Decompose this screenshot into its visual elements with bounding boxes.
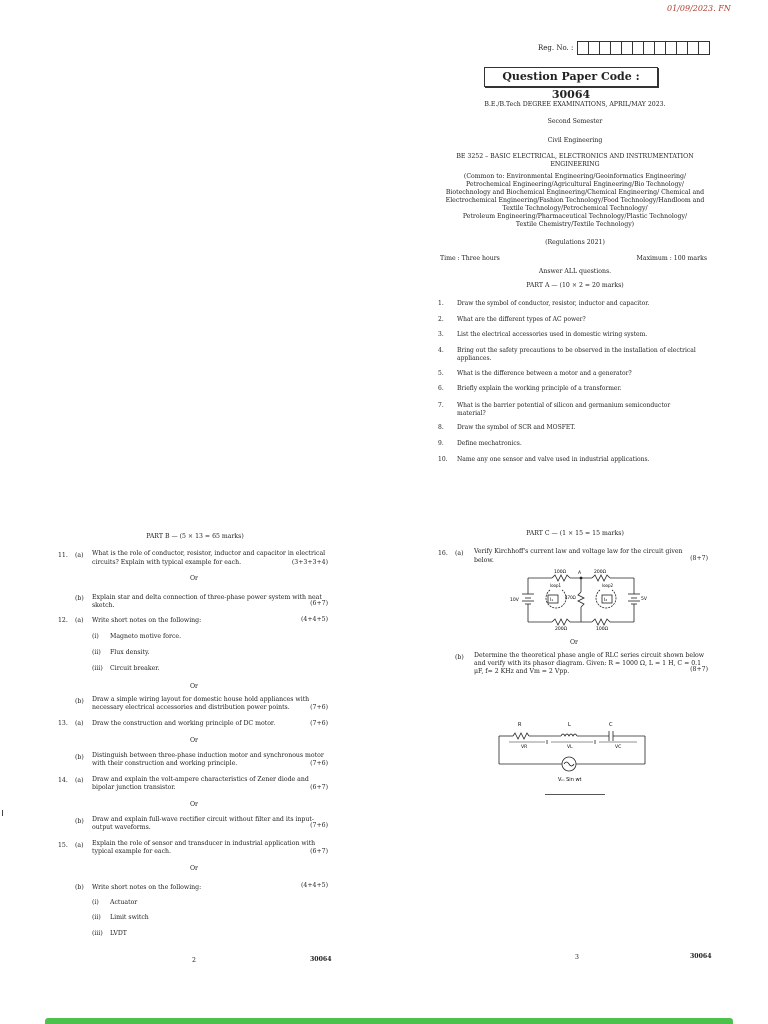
common-to-block bbox=[430, 173, 720, 229]
label-loop2: loop2 bbox=[602, 583, 614, 588]
label-src-left: 10V bbox=[510, 598, 519, 603]
label-i2: I₂ bbox=[604, 598, 608, 603]
subject-line-2: ENGINEERING bbox=[550, 161, 600, 168]
time-duration: Time : Three hours bbox=[440, 255, 500, 262]
label-source: Vₘ Sin wt bbox=[558, 777, 582, 783]
part-c-title: PART C — (1 × 15 = 15 marks) bbox=[526, 530, 624, 537]
reg-no-field bbox=[538, 41, 710, 55]
footer-code-right: 30064 bbox=[690, 953, 712, 960]
label-l: L bbox=[568, 722, 571, 728]
label-vl: VL bbox=[567, 745, 573, 750]
handwritten-date-note: 01/09/2023. FN bbox=[667, 4, 731, 13]
common-line: Textile Technology/Petrochemical Technology/ bbox=[502, 205, 648, 212]
label-c: C bbox=[609, 722, 613, 728]
label-loop1: loop1 bbox=[550, 583, 562, 588]
scan-mark bbox=[2, 810, 3, 816]
label-r-top-right: 200Ω bbox=[594, 570, 607, 575]
part-b-title: PART B — (5 × 13 = 65 marks) bbox=[146, 533, 244, 540]
label-r-top-left: 100Ω bbox=[554, 570, 567, 575]
end-rule bbox=[545, 794, 605, 795]
label-vr: VR bbox=[521, 745, 528, 750]
common-line: Electrochemical Engineering/Fashion Technology/Food Technology/Handloom and bbox=[445, 197, 705, 204]
regulations: (Regulations 2021) bbox=[545, 239, 605, 246]
part-a-title: PART A — (10 × 2 = 20 marks) bbox=[526, 282, 624, 289]
question-paper-code: Question Paper Code : 30064 bbox=[484, 67, 658, 87]
footer-code-left: 30064 bbox=[310, 956, 332, 963]
subject-line-1: BE 3252 – BASIC ELECTRICAL, ELECTRONICS AND INSTRUMENTATION bbox=[456, 153, 694, 160]
common-line: Petrochemical Engineering/Agricultural Engineering/Bio Technology/ bbox=[466, 181, 684, 188]
label-i1: I₁ bbox=[550, 598, 554, 603]
common-line: Textile Chemistry/Textile Technology) bbox=[515, 221, 635, 228]
label-vc: VC bbox=[615, 745, 622, 750]
common-line: Biotechnology and Biochemical Engineering/Chemical Engineering/ Chemical and bbox=[445, 189, 705, 196]
exam-title: B.E./B.Tech DEGREE EXAMINATIONS, APRIL/MAY 2023. bbox=[484, 101, 666, 108]
label-r-mid: 470Ω bbox=[565, 595, 576, 600]
label-r: R bbox=[518, 722, 522, 728]
common-line: (Common to: Environmental Engineering/Geoinformatics Engineering/ bbox=[463, 173, 687, 180]
reg-no-label: Reg. No. : bbox=[538, 44, 574, 52]
semester: Second Semester bbox=[547, 118, 603, 125]
rlc-series-circuit-diagram bbox=[495, 716, 650, 784]
reg-no-boxes bbox=[578, 44, 710, 52]
label-node-a: A bbox=[578, 571, 582, 576]
answer-all: Answer ALL questions. bbox=[538, 268, 612, 275]
part-c-questions: 16. (a) Verify Kirchhoff's current law and voltage law for the circuit given below. (8+7) Or (b) Determine the theoretical phase angle of RLC series circuit shown below and verify with its phasor diagram. Given: R = 1000 Ω, L = 1 H, C = 0.1 μF, f= 2 KHz and Vm = 2 Vpp. (8+7) bbox=[438, 548, 708, 675]
branch: Civil Engineering bbox=[547, 137, 603, 144]
common-line: Petroleum Engineering/Pharmaceutical Technology/Plastic Technology/ bbox=[462, 213, 688, 220]
part-b-questions: 11. (a) What is the role of conductor, resistor, inductor and capacitor in electrical circuits? Explain with typical example for each. (3+3+3+4) Or (b) Explain star and delta connection of three-phase power system with neat sketch. (6+7) 12. (a) Write short notes on the following: (4+4+5) (i) Magneto motive force. (ii) Flux density. (iii) Circuit breaker. Or (b) Draw a simple wiring layout for domestic house hold appliances with necessary electrical accessories and distribution power points. (7+6) 13. (a) Draw the construction and working principle of DC motor. (7+6) Or (b) Distinguish between three-phase induction motor and synchronous motor with their construction and working principle. (7+6) 14. (a) Draw and explain the volt-ampere characteristics of Zener diode and bipolar junction transistor. (6+7) Or (b) Draw and explain full-wave rectifier circuit without filter and its input- output waveforms. (7+6) 15. (a) Explain the role of sensor and transducer in industrial application with typical example for each. (6+7) Or (b) Write short notes on the following: (4+4+5) (i) Actuator (ii) Limit switch (iii) LVDT bbox=[58, 550, 328, 937]
label-src-right: 5V bbox=[641, 597, 647, 602]
label-r-bot-left: 200Ω bbox=[555, 627, 568, 632]
kirchhoff-circuit-diagram bbox=[510, 568, 650, 632]
page-number-left: 2 bbox=[192, 957, 196, 964]
page-number-right: 3 bbox=[575, 954, 579, 961]
label-r-bot-right: 100Ω bbox=[596, 627, 609, 632]
node-a-dot bbox=[580, 577, 583, 580]
bottom-green-bar bbox=[45, 1018, 733, 1024]
maximum-marks: Maximum : 100 marks bbox=[636, 255, 707, 262]
